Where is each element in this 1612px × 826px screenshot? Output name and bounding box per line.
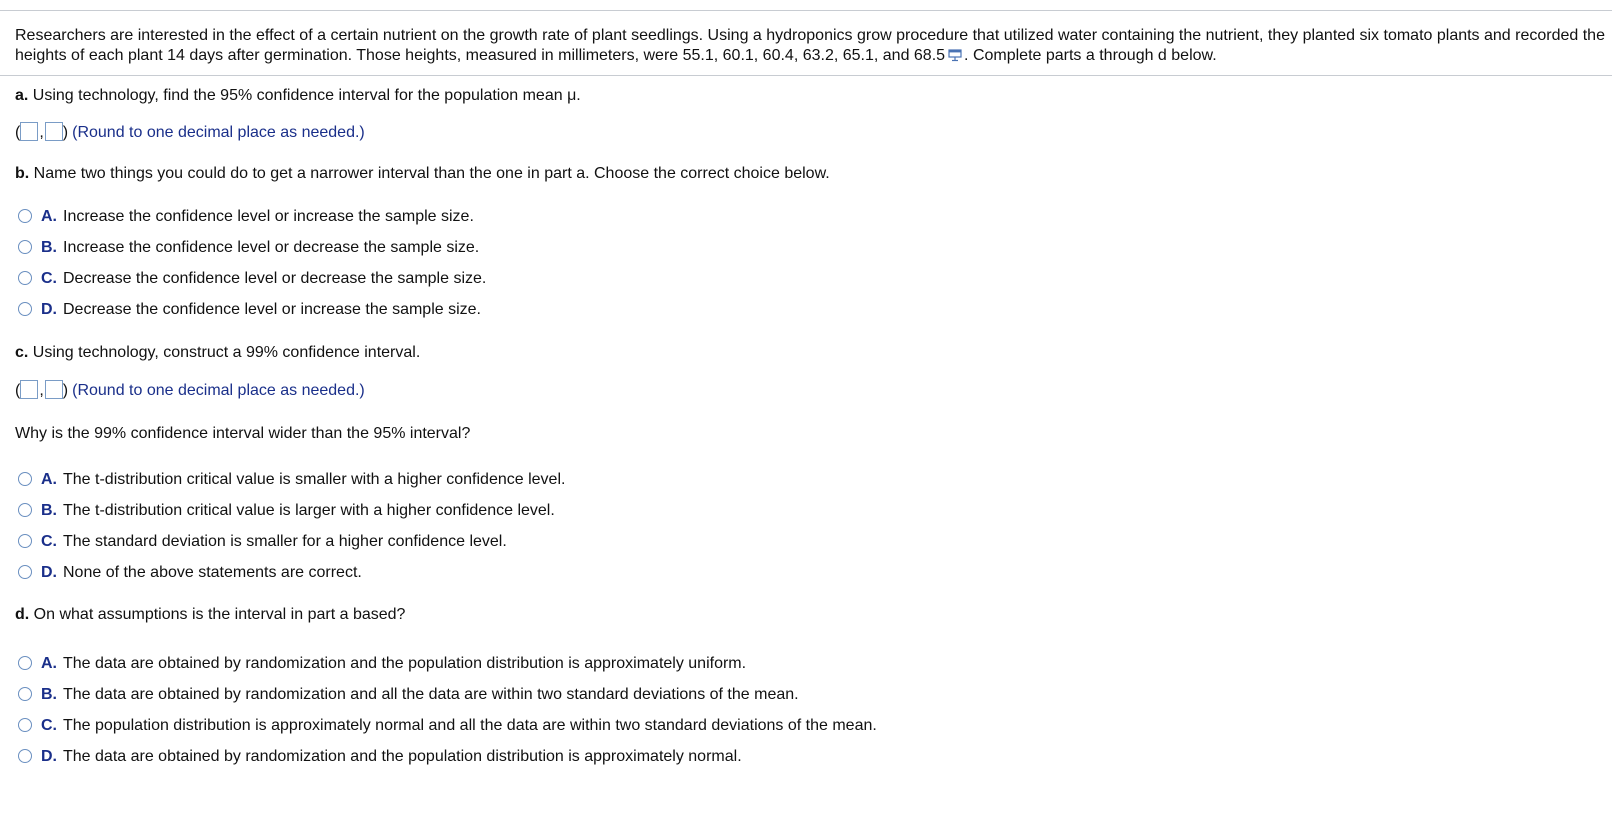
choice-letter: B.	[41, 686, 57, 703]
part-b-text: Name two things you could do to get a narrower interval than the one in part a. Choose the correct choice below.	[33, 165, 830, 182]
choice-letter: A.	[41, 655, 57, 672]
part-a-answer-row	[15, 122, 365, 144]
radio-button[interactable]	[18, 271, 32, 285]
part-d-choice-a[interactable]	[18, 653, 746, 675]
radio-button[interactable]	[18, 503, 32, 517]
part-c-prompt	[15, 343, 420, 363]
choice-text: The t-distribution critical value is larger with a higher confidence level.	[63, 502, 555, 519]
choice-letter: D.	[41, 564, 57, 581]
comma: ,	[39, 124, 44, 141]
choice-letter: C.	[41, 270, 57, 287]
part-d-letter: d.	[15, 606, 30, 623]
choice-text: The population distribution is approximately normal and all the data are within two standard deviations of the mean.	[63, 717, 877, 734]
choice-text: None of the above statements are correct.	[63, 564, 362, 581]
choice-text: The data are obtained by randomization and the population distribution is approximately uniform.	[63, 655, 747, 672]
radio-button[interactable]	[18, 749, 32, 763]
part-c-choice-d[interactable]	[18, 562, 362, 584]
part-d-choice-b[interactable]	[18, 684, 799, 706]
choice-letter: B.	[41, 502, 57, 519]
part-a-rounding-note: (Round to one decimal place as needed.)	[72, 124, 365, 141]
part-d-choice-c[interactable]	[18, 715, 877, 737]
radio-button[interactable]	[18, 565, 32, 579]
choice-letter: D.	[41, 748, 57, 765]
choice-letter: A.	[41, 208, 57, 225]
choice-letter: D.	[41, 301, 57, 318]
radio-button[interactable]	[18, 687, 32, 701]
part-a-lower-bound-input[interactable]	[20, 122, 38, 141]
part-c-choice-b[interactable]	[18, 500, 555, 522]
choice-text: The data are obtained by randomization and all the data are within two standard deviations of the mean.	[63, 686, 799, 703]
radio-button[interactable]	[18, 302, 32, 316]
choice-text: Decrease the confidence level or increase the sample size.	[63, 301, 481, 318]
radio-button[interactable]	[18, 718, 32, 732]
radio-button[interactable]	[18, 656, 32, 670]
part-c-choice-a[interactable]	[18, 469, 565, 491]
close-paren: )	[62, 124, 69, 141]
comma: ,	[39, 382, 44, 399]
choice-text: Decrease the confidence level or decrease the sample size.	[63, 270, 487, 287]
choice-text: The standard deviation is smaller for a higher confidence level.	[63, 533, 507, 550]
choice-letter: C.	[41, 717, 57, 734]
part-c-rounding-note: (Round to one decimal place as needed.)	[72, 382, 365, 399]
question-stem	[15, 26, 1605, 66]
radio-button[interactable]	[18, 472, 32, 486]
top-divider	[0, 10, 1612, 11]
choice-text: The data are obtained by randomization and the population distribution is approximately normal.	[63, 748, 742, 765]
stem-text: Researchers are interested in the effect of a certain nutrient on the growth rate of plant seedlings. Using a hydroponics grow procedure that utilized water containing the nutrient, they planted six tomato plants and recorded the heights of each plant 14 days after germination. Those heights, measured in millimeters, were 55.1, 60.1, 60.4, 63.2, 65.1, and 68.5	[15, 27, 1605, 64]
part-b-choice-d[interactable]	[18, 299, 481, 321]
part-c-letter: c.	[15, 344, 29, 361]
part-b-choice-b[interactable]	[18, 237, 479, 259]
part-d-prompt	[15, 605, 405, 625]
choice-letter: B.	[41, 239, 57, 256]
data-table-icon[interactable]	[948, 49, 962, 62]
part-b-prompt	[15, 164, 830, 184]
part-d-text: On what assumptions is the interval in part a based?	[33, 606, 406, 623]
part-a-text: Using technology, find the 95% confidence interval for the population mean μ.	[32, 87, 581, 104]
part-c-choice-c[interactable]	[18, 531, 507, 553]
part-a-prompt	[15, 86, 581, 106]
choice-text: Increase the confidence level or increase the sample size.	[63, 208, 474, 225]
open-paren: (	[15, 124, 21, 141]
choice-letter: C.	[41, 533, 57, 550]
part-c-text: Using technology, construct a 99% confidence interval.	[32, 344, 421, 361]
part-a-upper-bound-input[interactable]	[45, 122, 63, 141]
radio-button[interactable]	[18, 240, 32, 254]
close-paren: )	[62, 382, 69, 399]
choice-text: Increase the confidence level or decrease the sample size.	[63, 239, 480, 256]
radio-button[interactable]	[18, 209, 32, 223]
stem-divider	[0, 75, 1612, 76]
part-b-choice-a[interactable]	[18, 206, 474, 228]
choice-text: The t-distribution critical value is smaller with a higher confidence level.	[63, 471, 566, 488]
choice-letter: A.	[41, 471, 57, 488]
stem-text-end: . Complete parts a through d below.	[964, 47, 1217, 64]
part-c-answer-row	[15, 380, 365, 402]
part-c-lower-bound-input[interactable]	[20, 380, 38, 399]
part-c-why-question: Why is the 99% confidence interval wider than the 95% interval?	[15, 425, 471, 442]
radio-button[interactable]	[18, 534, 32, 548]
part-d-choice-d[interactable]	[18, 746, 742, 768]
open-paren: (	[15, 382, 21, 399]
part-a-letter: a.	[15, 87, 29, 104]
part-c-upper-bound-input[interactable]	[45, 380, 63, 399]
part-b-choice-c[interactable]	[18, 268, 486, 290]
part-b-letter: b.	[15, 165, 30, 182]
